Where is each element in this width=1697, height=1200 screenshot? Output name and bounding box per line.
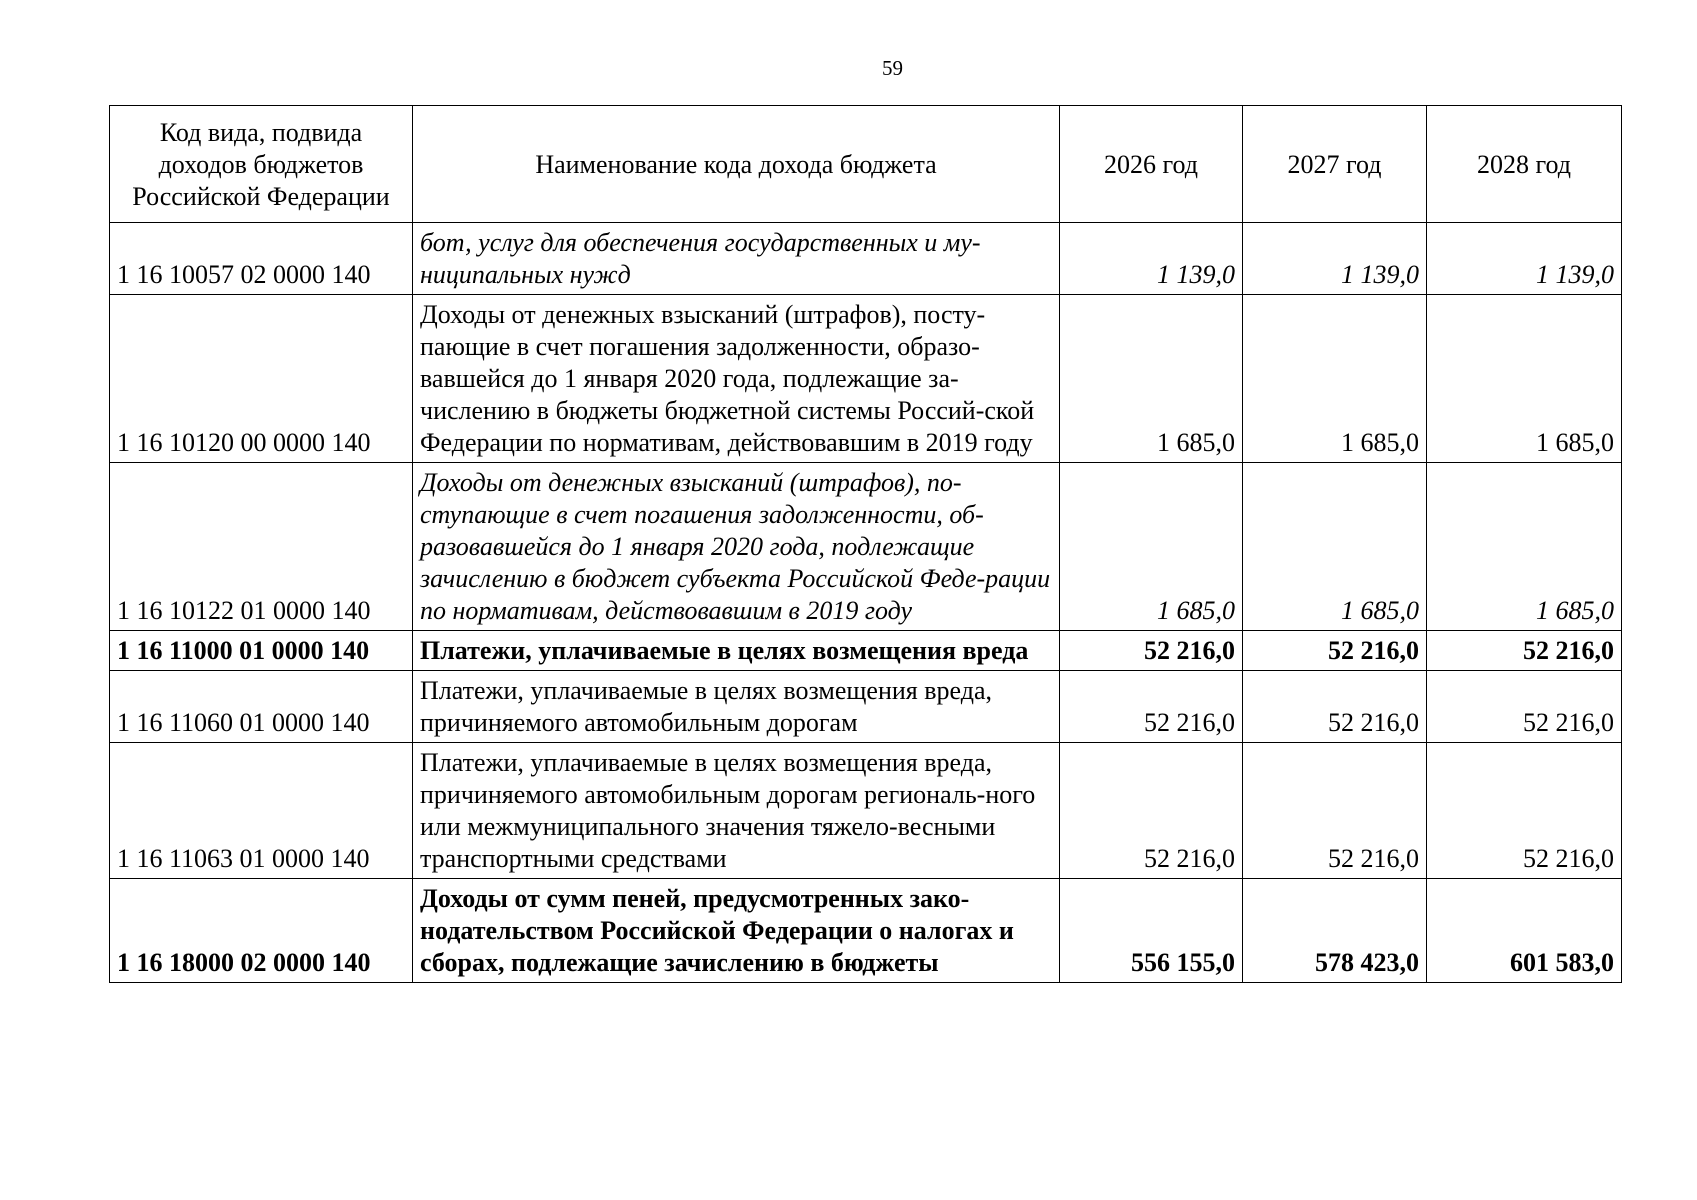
row-name: Платежи, уплачиваемые в целях возмещения вреда, причиняемого автомобильным дорогам региональ-ного или межмуниципального значения тяжело-весными транспортными средствами [413,743,1060,879]
row-value-2027: 1 685,0 [1243,295,1427,463]
table-row [110,463,1622,631]
row-value-2026: 556 155,0 [1060,879,1243,983]
row-code: 1 16 11060 01 0000 140 [110,671,413,743]
row-name: Доходы от сумм пеней, предусмотренных зако-нодательством Российской Федерации о налогах и сборах, подлежащие зачислению в бюджеты [413,879,1060,983]
row-name: Доходы от денежных взысканий (штрафов), по-ступающие в счет погашения задолженности, об-разовавшейся до 1 января 2020 года, подлежащие зачислению в бюджет субъекта Российской Феде-рации по нормативам, действовавшим в 2019 году [413,463,1060,631]
table-row [110,295,1622,463]
row-value-2028: 1 685,0 [1427,463,1622,631]
row-value-2028: 1 685,0 [1427,295,1622,463]
row-value-2026: 1 685,0 [1060,295,1243,463]
row-value-2028: 1 139,0 [1427,223,1622,295]
header-year-2028: 2028 год [1427,106,1622,223]
row-code: 1 16 11063 01 0000 140 [110,743,413,879]
row-value-2028: 601 583,0 [1427,879,1622,983]
row-value-2026: 52 216,0 [1060,671,1243,743]
row-value-2028: 52 216,0 [1427,743,1622,879]
row-value-2026: 1 685,0 [1060,463,1243,631]
row-code: 1 16 11000 01 0000 140 [110,631,413,671]
row-code: 1 16 18000 02 0000 140 [110,879,413,983]
row-value-2026: 52 216,0 [1060,631,1243,671]
row-name: Платежи, уплачиваемые в целях возмещения вреда, причиняемого автомобильным дорогам [413,671,1060,743]
table-row [110,631,1622,671]
header-year-2027: 2027 год [1243,106,1427,223]
row-name: Платежи, уплачиваемые в целях возмещения вреда [413,631,1060,671]
header-year-2026: 2026 год [1060,106,1243,223]
row-code: 1 16 10057 02 0000 140 [110,223,413,295]
row-value-2027: 52 216,0 [1243,743,1427,879]
row-value-2027: 1 685,0 [1243,463,1427,631]
table-row [110,879,1622,983]
row-value-2027: 52 216,0 [1243,671,1427,743]
row-value-2027: 52 216,0 [1243,631,1427,671]
budget-revenue-table [109,105,1622,983]
row-name: Доходы от денежных взысканий (штрафов), посту-пающие в счет погашения задолженности, образо-вавшейся до 1 января 2020 года, подлежащие за-числению в бюджеты бюджетной системы Россий-ской Федерации по нормативам, действовавшим в 2019 году [413,295,1060,463]
row-value-2027: 578 423,0 [1243,879,1427,983]
row-value-2026: 1 139,0 [1060,223,1243,295]
page-number: 59 [882,56,903,80]
row-code: 1 16 10122 01 0000 140 [110,463,413,631]
row-code: 1 16 10120 00 0000 140 [110,295,413,463]
table-row [110,671,1622,743]
row-value-2028: 52 216,0 [1427,631,1622,671]
row-value-2027: 1 139,0 [1243,223,1427,295]
row-value-2028: 52 216,0 [1427,671,1622,743]
header-name: Наименование кода дохода бюджета [413,106,1060,223]
row-value-2026: 52 216,0 [1060,743,1243,879]
table-header-row [110,106,1622,223]
table-row [110,743,1622,879]
row-name: бот, услуг для обеспечения государственных и му-ниципальных нужд [413,223,1060,295]
table-row [110,223,1622,295]
header-code: Код вида, подвида доходов бюджетов Российской Федерации [110,106,413,223]
